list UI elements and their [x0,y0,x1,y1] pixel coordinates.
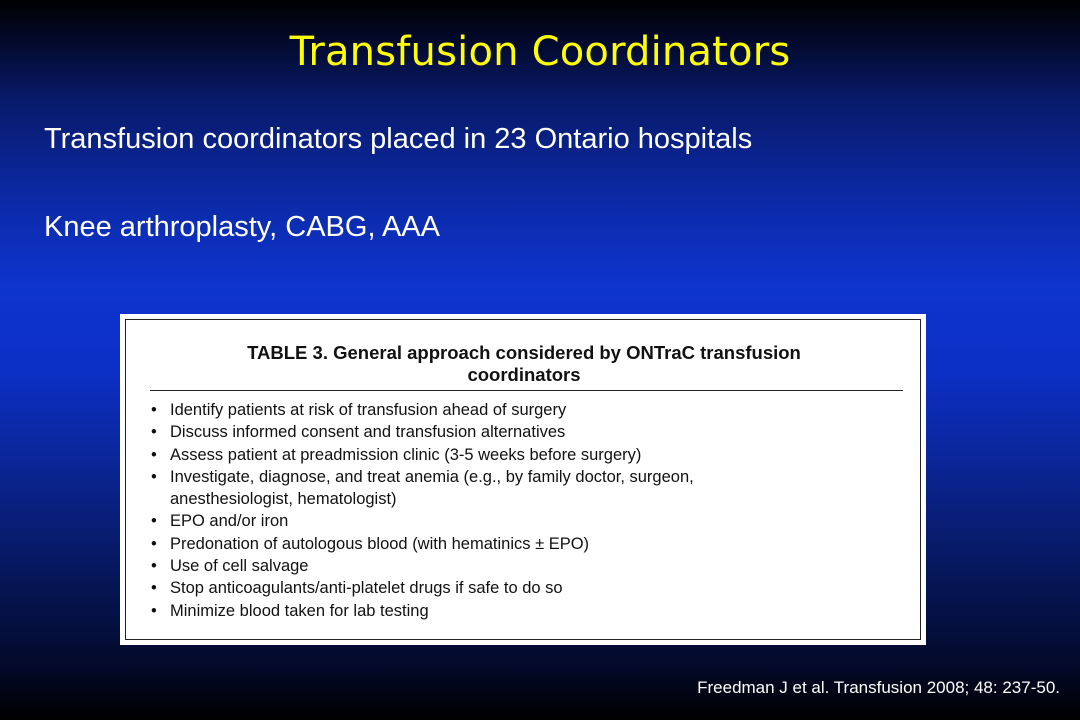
slide-line-procedures: Knee arthroplasty, CABG, AAA [44,211,440,243]
citation: Freedman J et al. Transfusion 2008; 48: 237-50. [697,678,1060,697]
table-title-line1: TABLE 3. General approach considered by ONTraC transfusion [247,342,801,363]
table-item: • Use of cell salvage [150,555,694,577]
table-item: • EPO and/or iron [150,510,694,532]
table-item-continuation: anesthesiologist, hematologist) [170,490,397,509]
table-divider [150,390,903,391]
table-title [126,342,922,386]
table-item: • Investigate, diagnose, and treat anemia (e.g., by family doctor, surgeon, [150,466,694,488]
table-item: • Discuss informed consent and transfusion alternatives [150,421,694,443]
table-item: • Predonation of autologous blood (with hematinics ± EPO) [150,533,694,555]
slide-title: Transfusion Coordinators [289,29,791,75]
table-item: • Minimize blood taken for lab testing [150,600,694,622]
slide-line-hospitals: Transfusion coordinators placed in 23 Ontario hospitals [44,123,753,155]
table-image [120,314,926,645]
table-item: • Stop anticoagulants/anti-platelet drugs if safe to do so [150,577,694,599]
table-title-line2: coordinators [467,364,581,385]
table-item-list [150,399,694,622]
table-border [125,319,921,640]
table-item: • Identify patients at risk of transfusion ahead of surgery [150,399,694,421]
table-item: • Assess patient at preadmission clinic (3-5 weeks before surgery) [150,444,694,466]
